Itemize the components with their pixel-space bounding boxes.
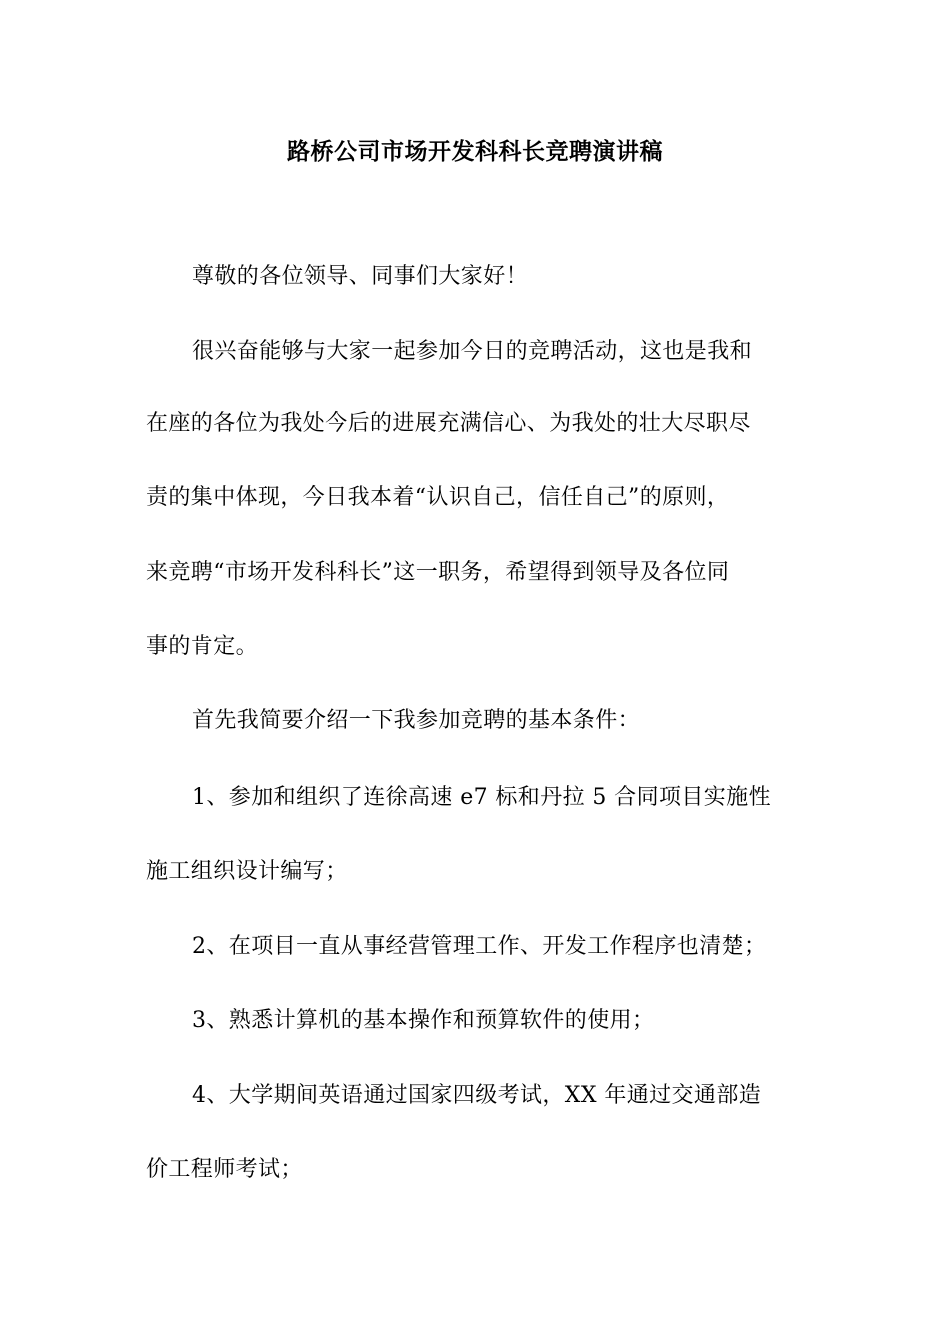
greeting-line: 尊敬的各位领导、同事们大家好！ xyxy=(192,264,529,289)
list-item-line: 3、熟悉计算机的基本操作和预算软件的使用； xyxy=(192,1008,655,1033)
paragraph-line: 事的肯定。 xyxy=(146,634,259,659)
list-item-line: 1、参加和组织了连徐高速 e7 标和丹拉 5 合同项目实施性 xyxy=(192,785,771,810)
paragraph-line: 很兴奋能够与大家一起参加今日的竞聘活动，这也是我和 xyxy=(192,339,753,364)
document-title: 路桥公司市场开发科科长竞聘演讲稿 xyxy=(287,138,663,165)
list-item-line: 施工组织设计编写； xyxy=(146,859,348,884)
list-item-line: 4、大学期间英语通过国家四级考试，XX 年通过交通部造 xyxy=(192,1083,762,1108)
paragraph-line: 来竞聘“市场开发科科长”这一职务，希望得到领导及各位同 xyxy=(146,560,730,585)
paragraph-line: 责的集中体现，今日我本着“认识自己，信任自己”的原则， xyxy=(146,485,730,510)
paragraph-line: 首先我简要介绍一下我参加竞聘的基本条件： xyxy=(192,708,641,733)
paragraph-line: 在座的各位为我处今后的进展充满信心、为我处的壮大尽职尽 xyxy=(146,411,751,436)
list-item-line: 2、在项目一直从事经营管理工作、开发工作程序也清楚； xyxy=(192,934,767,959)
list-item-line: 价工程师考试； xyxy=(146,1157,303,1182)
